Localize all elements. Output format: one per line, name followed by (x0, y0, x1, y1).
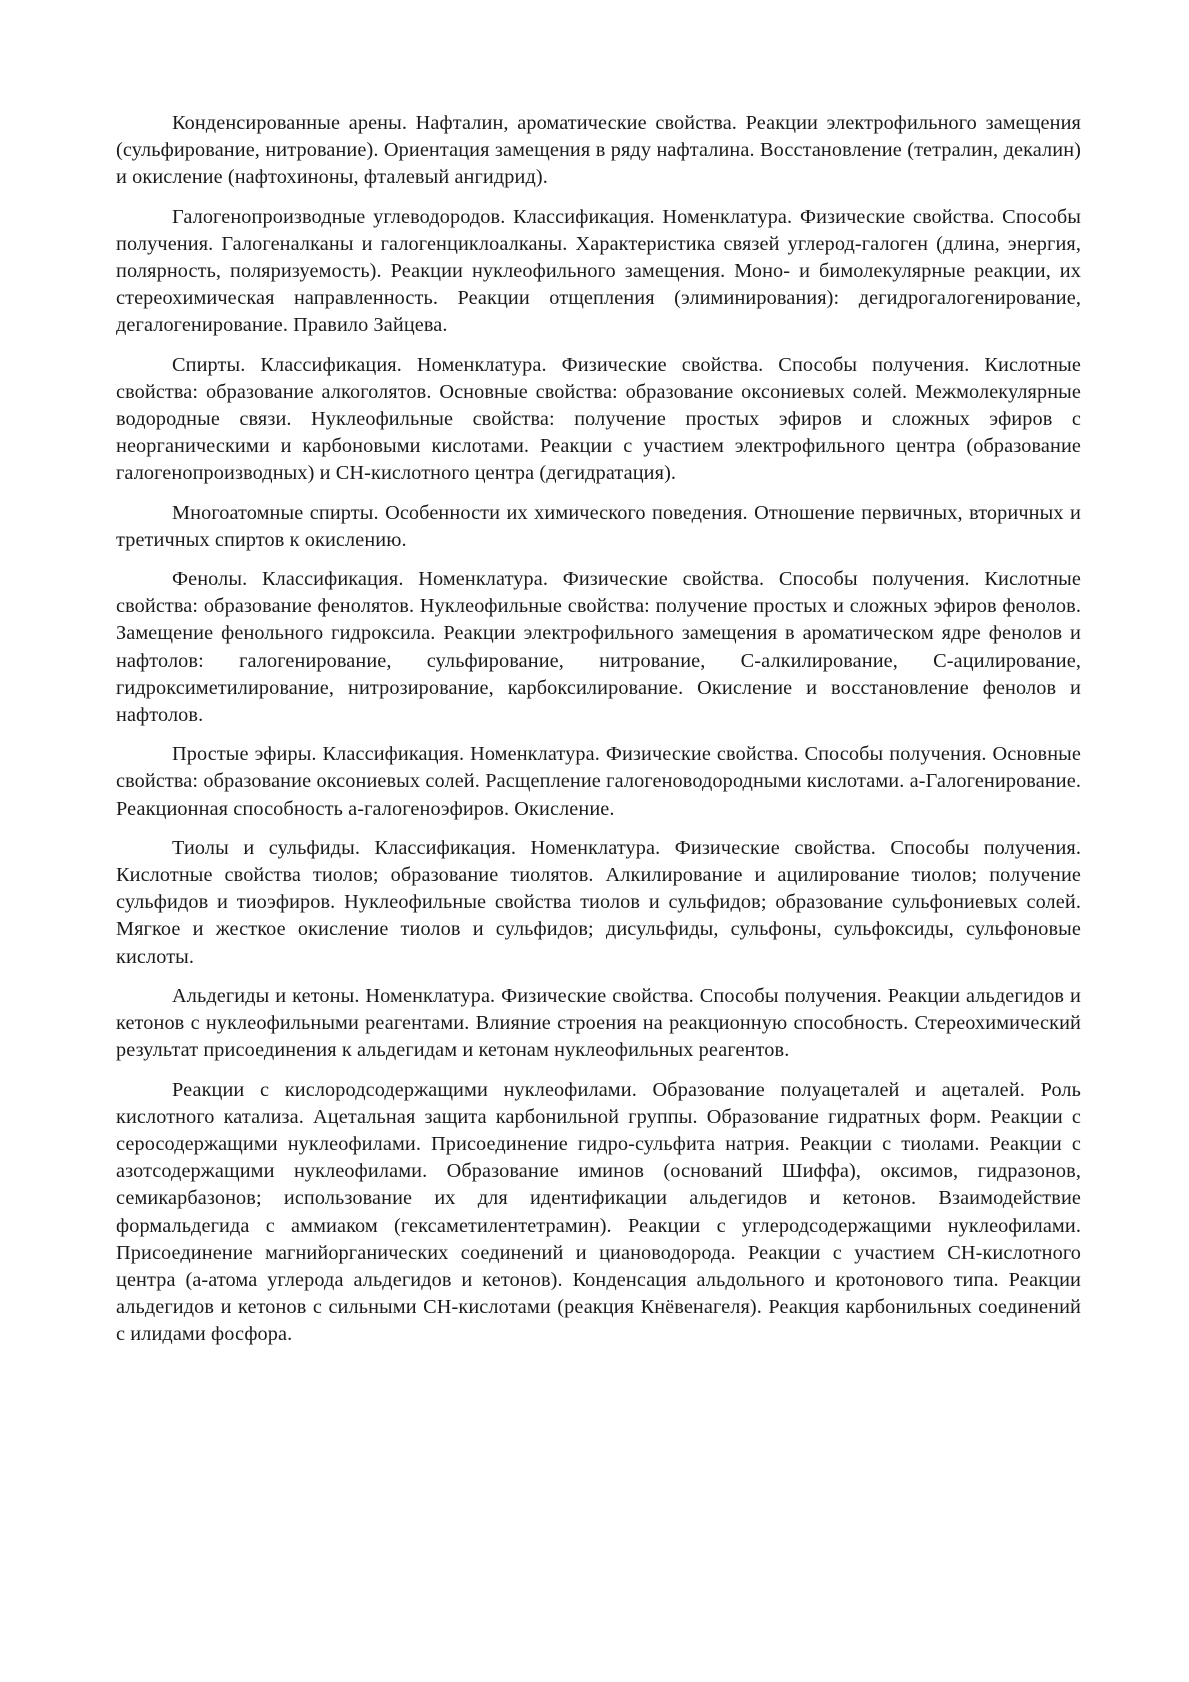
paragraph-thiols-sulfides: Тиолы и сульфиды. Классификация. Номенклатура. Физические свойства. Способы получения. Кислотные свойства тиолов; образование тиолятов. Алкилирование и ацилирование тиолов; получение сульфидов и тиоэфиров. Нуклеофильные свойства тиолов и сульфидов; образование сульфониевых солей. Мягкое и жесткое окисление тиолов и сульфидов; дисульфиды, сульфоны, сульфоксиды, сульфоновые кислоты. (116, 836, 1081, 968)
paragraph-ethers: Простые эфиры. Классификация. Номенклатура. Физические свойства. Способы получения. Основные свойства: образование оксониевых солей. Расщепление галогеноводородными кислотами. а-Галогенирование. Реакционная способность а-галогеноэфиров. Окисление. (116, 743, 1081, 820)
paragraph-halogen-derivatives: Галогенопроизводные углеводородов. Классификация. Номенклатура. Физические свойства. Способы получения. Галогеналканы и галогенциклоалканы. Характеристика связей углерод-галоген (длина, энергия, полярность, поляризуемость). Реакции нуклеофильного замещения. Моно- и бимолекулярные реакции, их стереохимическая направленность. Реакции отщепления (элиминирования): дегидрогалогенирование, дегалогенирование. Правило Зайцева. (116, 205, 1081, 337)
paragraph-nucleophile-reactions: Реакции с кислородсодержащими нуклеофилами. Образование полуацеталей и ацеталей. Роль кислотного катализа. Ацетальная защита карбонильной группы. Образование гидратных форм. Реакции с серосодержащими нуклеофилами. Присоединение гидро-сульфита натрия. Реакции с тиолами. Реакции с азотсодержащими нуклеофилами. Образование иминов (оснований Шиффа), оксимов, гидразонов, семикарбазонов; использование их для идентификации альдегидов и кетонов. Взаимодействие формальдегида с аммиаком (гексаметилентетрамин). Реакции с углеродсодержащими нуклеофилами. Присоединение магнийорганических соединений и циановодорода. Реакции с участием СН-кислотного центра (а-атома углерода альдегидов и кетонов). Конденсация альдольного и кротонового типа. Реакции альдегидов и кетонов с сильными СН-кислотами (реакция Кнёвенагеля). Реакция карбонильных соединений с илидами фосфора. (116, 1078, 1081, 1346)
paragraph-polyhydric-alcohols: Многоатомные спирты. Особенности их химического поведения. Отношение первичных, вторичных и третичных спиртов к окислению. (116, 501, 1081, 551)
paragraph-phenols: Фенолы. Классификация. Номенклатура. Физические свойства. Способы получения. Кислотные свойства: образование фенолятов. Нуклеофильные свойства: получение простых и сложных эфиров фенолов. Замещение фенольного гидроксила. Реакции электрофильного замещения в ароматическом ядре фенолов и нафтолов: галогенирование, сульфирование, нитрование, С-алкилирование, С-ацилирование, гидроксиметилирование, нитрозирование, карбоксилирование. Окисление и восстановление фенолов и нафтолов. (116, 568, 1081, 727)
paragraph-alcohols: Спирты. Классификация. Номенклатура. Физические свойства. Способы получения. Кислотные свойства: образование алкоголятов. Основные свойства: образование оксониевых солей. Межмолекулярные водородные связи. Нуклеофильные свойства: получение простых эфиров и сложных эфиров с неорганическими и карбоновыми кислотами. Реакции с участием электрофильного центра (образование галогенопроизводных) и СН-кислотного центра (дегидратация). (116, 353, 1081, 485)
paragraph-condensed-arenes: Конденсированные арены. Нафталин, ароматические свойства. Реакции электрофильного замещения (сульфирование, нитрование). Ориентация замещения в ряду нафталина. Восстановление (тетралин, декалин) и окисление (нафтохиноны, фталевый ангидрид). (116, 112, 1081, 189)
paragraph-aldehydes-ketones: Альдегиды и кетоны. Номенклатура. Физические свойства. Способы получения. Реакции альдегидов и кетонов с нуклеофильными реагентами. Влияние строения на реакционную способность. Стереохимический результат присоединения к альдегидам и кетонам нуклеофильных реагентов. (116, 984, 1081, 1062)
